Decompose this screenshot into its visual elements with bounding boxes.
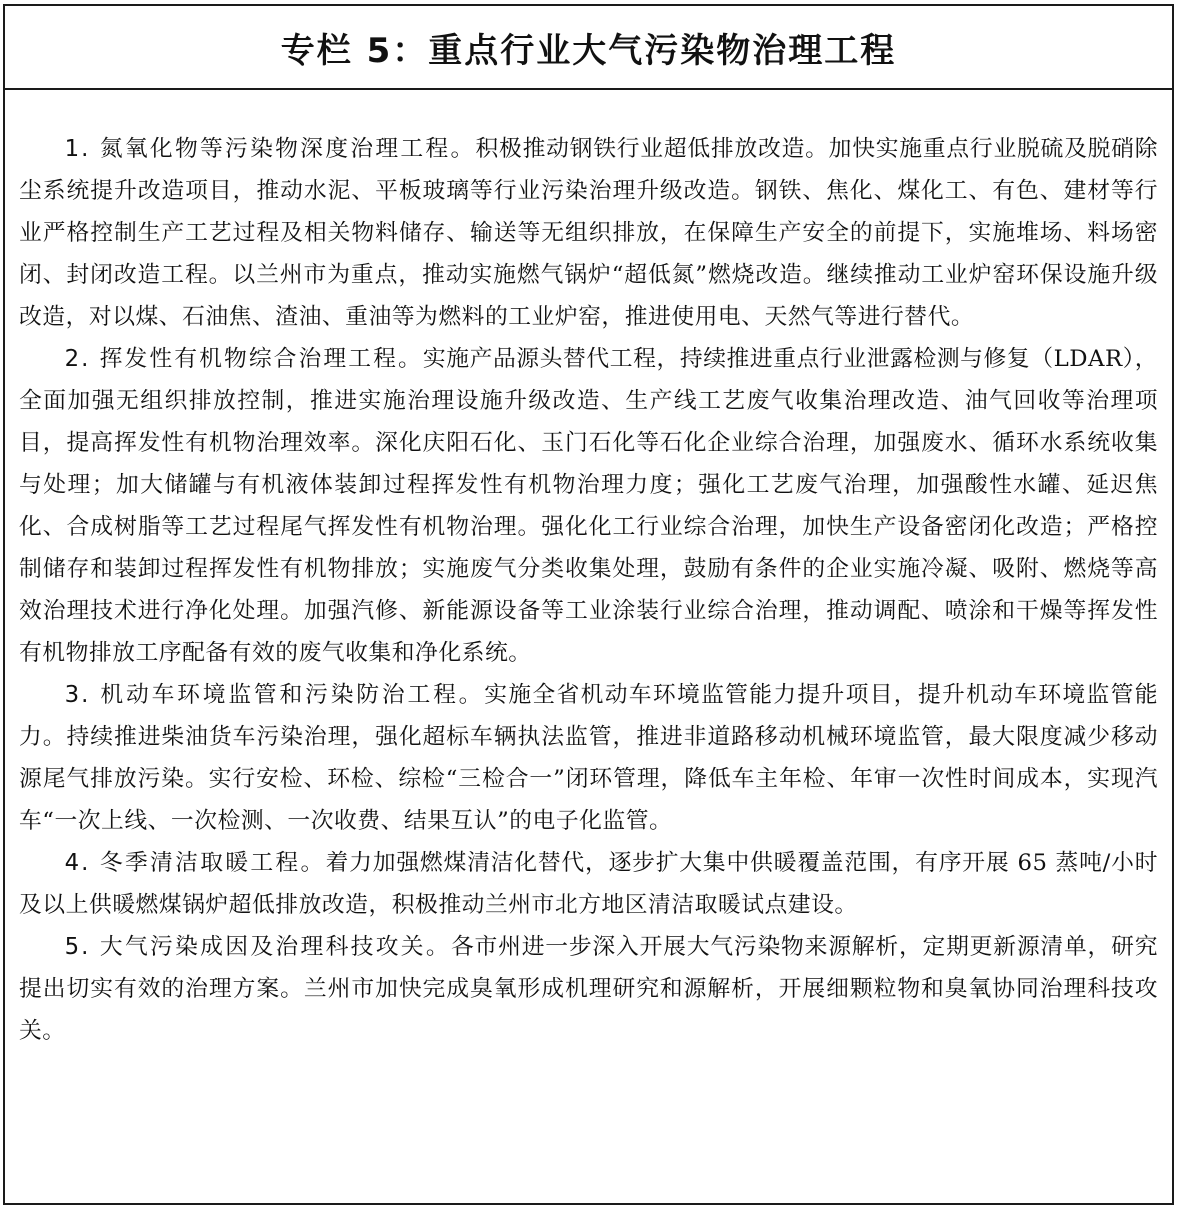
item-body: 实施产品源头替代工程，持续推进重点行业泄露检测与修复（LDAR），全面加强无组织排放控制，推进实施治理设施升级改造、生产线工艺废气收集治理改造、油气回收等治理项目，提高挥发性有机物治理效率。深化庆阳石化、玉门石化等石化企业综合治理，加强废水、循环水系统收集与处理；加大储罐与有机液体装卸过程挥发性有机物治理力度；强化工艺废气治理，加强酸性水罐、延迟焦化、合成树脂等工艺过程尾气挥发性有机物治理。强化化工行业综合治理，加快生产设备密闭化改造；严格控制储存和装卸过程挥发性有机物排放；实施废气分类收集处理，鼓励有条件的企业实施冷凝、吸附、燃烧等高效治理技术进行净化处理。加强汽修、新能源设备等工业涂装行业综合治理，推动调配、喷涂和干燥等挥发性有机物排放工序配备有效的废气收集和净化系统。 bbox=[19, 346, 1158, 666]
item-paragraph bbox=[19, 926, 1158, 1052]
item-body: 实施全省机动车环境监管能力提升项目，提升机动车环境监管能力。持续推进柴油货车污染治理，强化超标车辆执法监管，推进非道路移动机械环境监管，最大限度减少移动源尾气排放污染。实行安检、环检、综检“三检合一”闭环管理，降低车主年检、年审一次性时间成本，实现汽车“一次上线、一次检测、一次收费、结果互认”的电子化监管。 bbox=[19, 682, 1158, 834]
item-heading: 2. 挥发性有机物综合治理工程。 bbox=[64, 346, 423, 372]
column-box bbox=[3, 4, 1174, 1205]
item-heading: 5. 大气污染成因及治理科技攻关。 bbox=[64, 934, 451, 960]
item-body: 着力加强燃煤清洁化替代，逐步扩大集中供暖覆盖范围，有序开展 65 蒸吨/小时及以上供暖燃煤锅炉超低排放改造，积极推动兰州市北方地区清洁取暖试点建设。 bbox=[19, 850, 1159, 918]
item-heading: 3. 机动车环境监管和污染防治工程。 bbox=[64, 682, 485, 708]
item-paragraph bbox=[19, 338, 1158, 674]
item-paragraph bbox=[19, 674, 1158, 842]
item-body: 各市州进一步深入开展大气污染物来源解析，定期更新源清单，研究提出切实有效的治理方案。兰州市加快完成臭氧形成机理研究和源解析，开展细颗粒物和臭氧协同治理科技攻关。 bbox=[19, 934, 1159, 1044]
item-paragraph bbox=[19, 842, 1158, 926]
title-bar bbox=[5, 6, 1172, 90]
column-content bbox=[5, 90, 1172, 1052]
item-body: 积极推动钢铁行业超低排放改造。加快实施重点行业脱硫及脱硝除尘系统提升改造项目，推动水泥、平板玻璃等行业污染治理升级改造。钢铁、焦化、煤化工、有色、建材等行业严格控制生产工艺过程及相关物料储存、输送等无组织排放，在保障生产安全的前提下，实施堆场、料场密闭、封闭改造工程。以兰州市为重点，推动实施燃气锅炉“超低氮”燃烧改造。继续推动工业炉窑环保设施升级改造，对以煤、石油焦、渣油、重油等为燃料的工业炉窑，推进使用电、天然气等进行替代。 bbox=[19, 136, 1159, 330]
item-heading: 1. 氮氧化物等污染物深度治理工程。 bbox=[64, 136, 476, 162]
column-title: 专栏 5：重点行业大气污染物治理工程 bbox=[280, 30, 897, 71]
item-heading: 4. 冬季清洁取暖工程。 bbox=[64, 850, 326, 876]
item-paragraph bbox=[19, 128, 1158, 338]
